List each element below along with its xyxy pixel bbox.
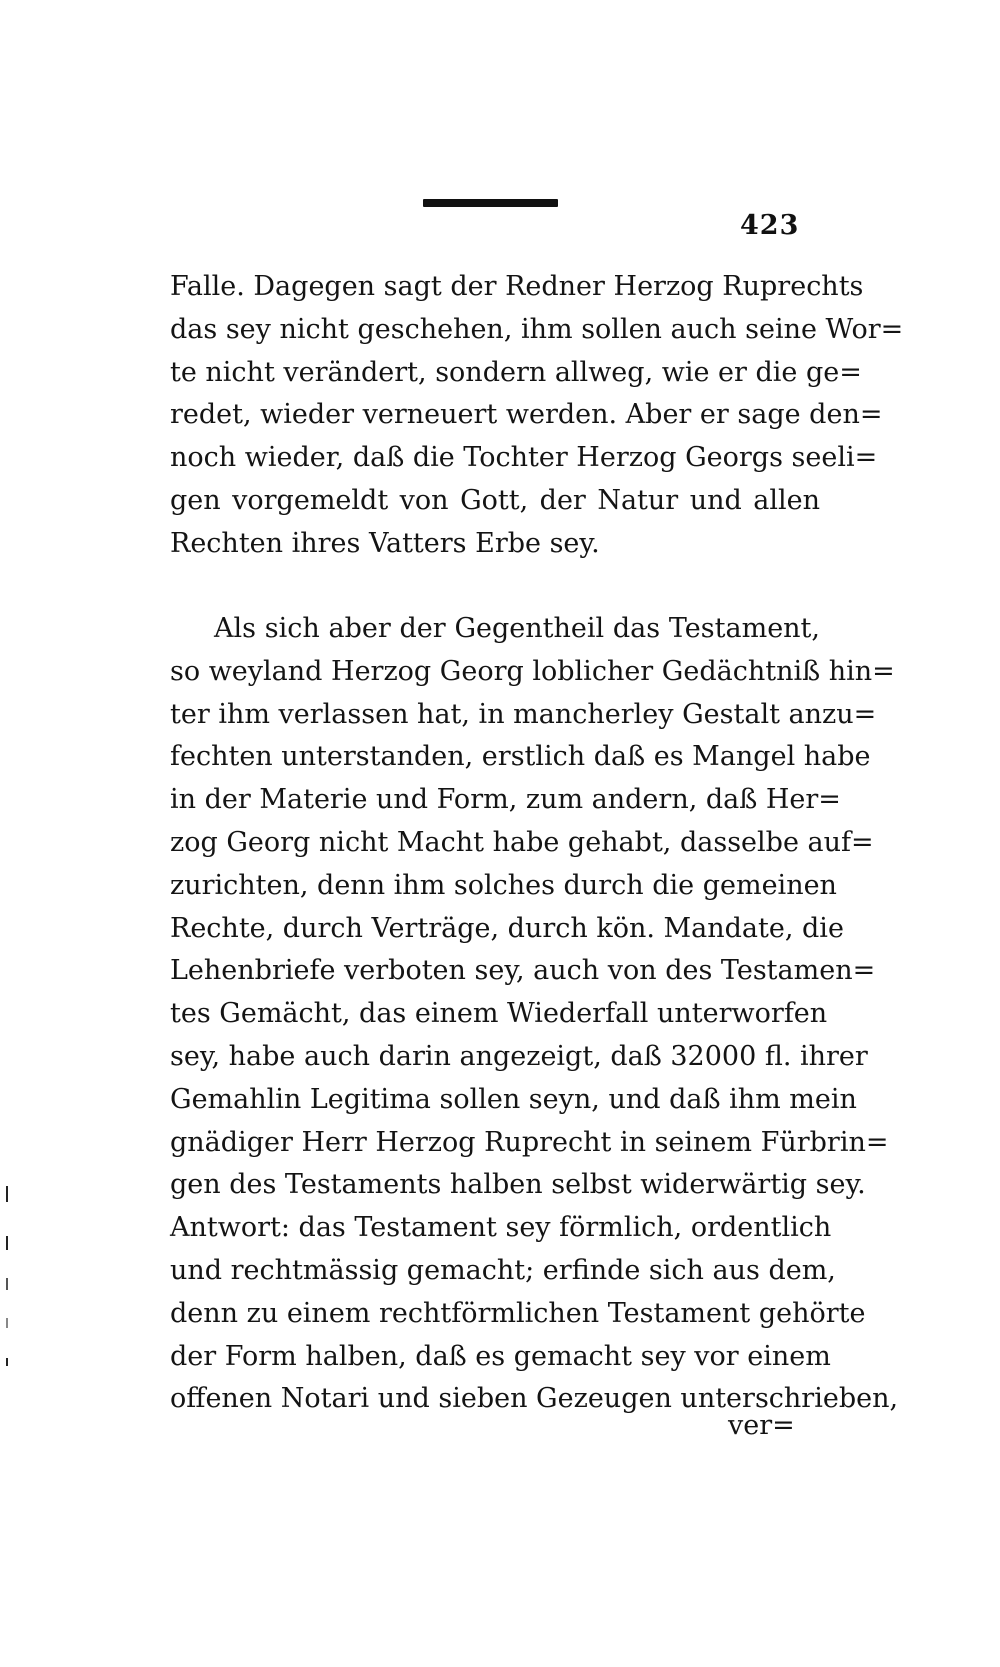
text-line: der Form halben, daß es gemacht sey vor einem [170,1340,831,1372]
catchword: ver= [728,1410,795,1441]
page-number: 423 [740,210,800,241]
text-line: Rechten ihres Vatters Erbe sey. [170,527,600,559]
text-line: Antwort: das Testament sey förmlich, ordentlich [170,1212,832,1244]
text-line: das sey nicht geschehen, ihm sollen auch seine Wor= [170,313,904,345]
text-line: gnädiger Herr Herzog Ruprecht in seinem Fürbrin= [170,1126,889,1158]
text-line: Rechte, durch Verträge, durch kön. Mandate, die [170,912,844,944]
text-line: Lehenbriefe verboten sey, auch von des Testamen= [170,955,876,987]
margin-speck [6,1318,8,1328]
margin-speck [6,1186,8,1202]
margin-speck [6,1358,8,1366]
text-line: Als sich aber der Gegentheil das Testament, [214,613,820,644]
text-line: redet, wieder verneuert werden. Aber er sage den= [170,399,883,431]
text-line: fechten unterstanden, erstlich daß es Mangel habe [170,741,871,773]
text-line: ter ihm verlassen hat, in mancherley Gestalt anzu= [170,698,877,730]
text-line: gen vorgemeldt von Gott, der Natur und allen [170,484,820,516]
text-line: tes Gemächt, das einem Wiederfall unterworfen [170,998,828,1030]
text-line: sey, habe auch darin angezeigt, daß 32000 fl. ihrer [170,1040,868,1072]
text-line: offenen Notari und sieben Gezeugen unterschrieben, [170,1383,899,1415]
paragraph-1 [170,266,904,566]
paragraph-2 [170,608,899,1421]
text-line: te nicht verändert, sondern allweg, wie er die ge= [170,356,862,388]
header-rule [423,199,558,207]
margin-speck [6,1236,8,1250]
text-line: noch wieder, daß die Tochter Herzog Georgs seeli= [170,442,878,474]
margin-speck [6,1278,8,1290]
text-line: in der Materie und Form, zum andern, daß Her= [170,784,841,816]
text-line: zurichten, denn ihm solches durch die gemeinen [170,869,837,901]
text-line: zog Georg nicht Macht habe gehabt, dasselbe auf= [170,826,874,858]
text-line: Falle. Dagegen sagt der Redner Herzog Ruprechts [170,271,864,302]
text-line: gen des Testaments halben selbst widerwärtig sey. [170,1169,866,1201]
text-line: Gemahlin Legitima sollen seyn, und daß ihm mein [170,1083,857,1115]
text-line: und rechtmässig gemacht; erfinde sich aus dem, [170,1254,836,1286]
text-line: so weyland Herzog Georg loblicher Gedächtniß hin= [170,655,895,687]
text-line: denn zu einem rechtförmlichen Testament gehörte [170,1297,866,1329]
